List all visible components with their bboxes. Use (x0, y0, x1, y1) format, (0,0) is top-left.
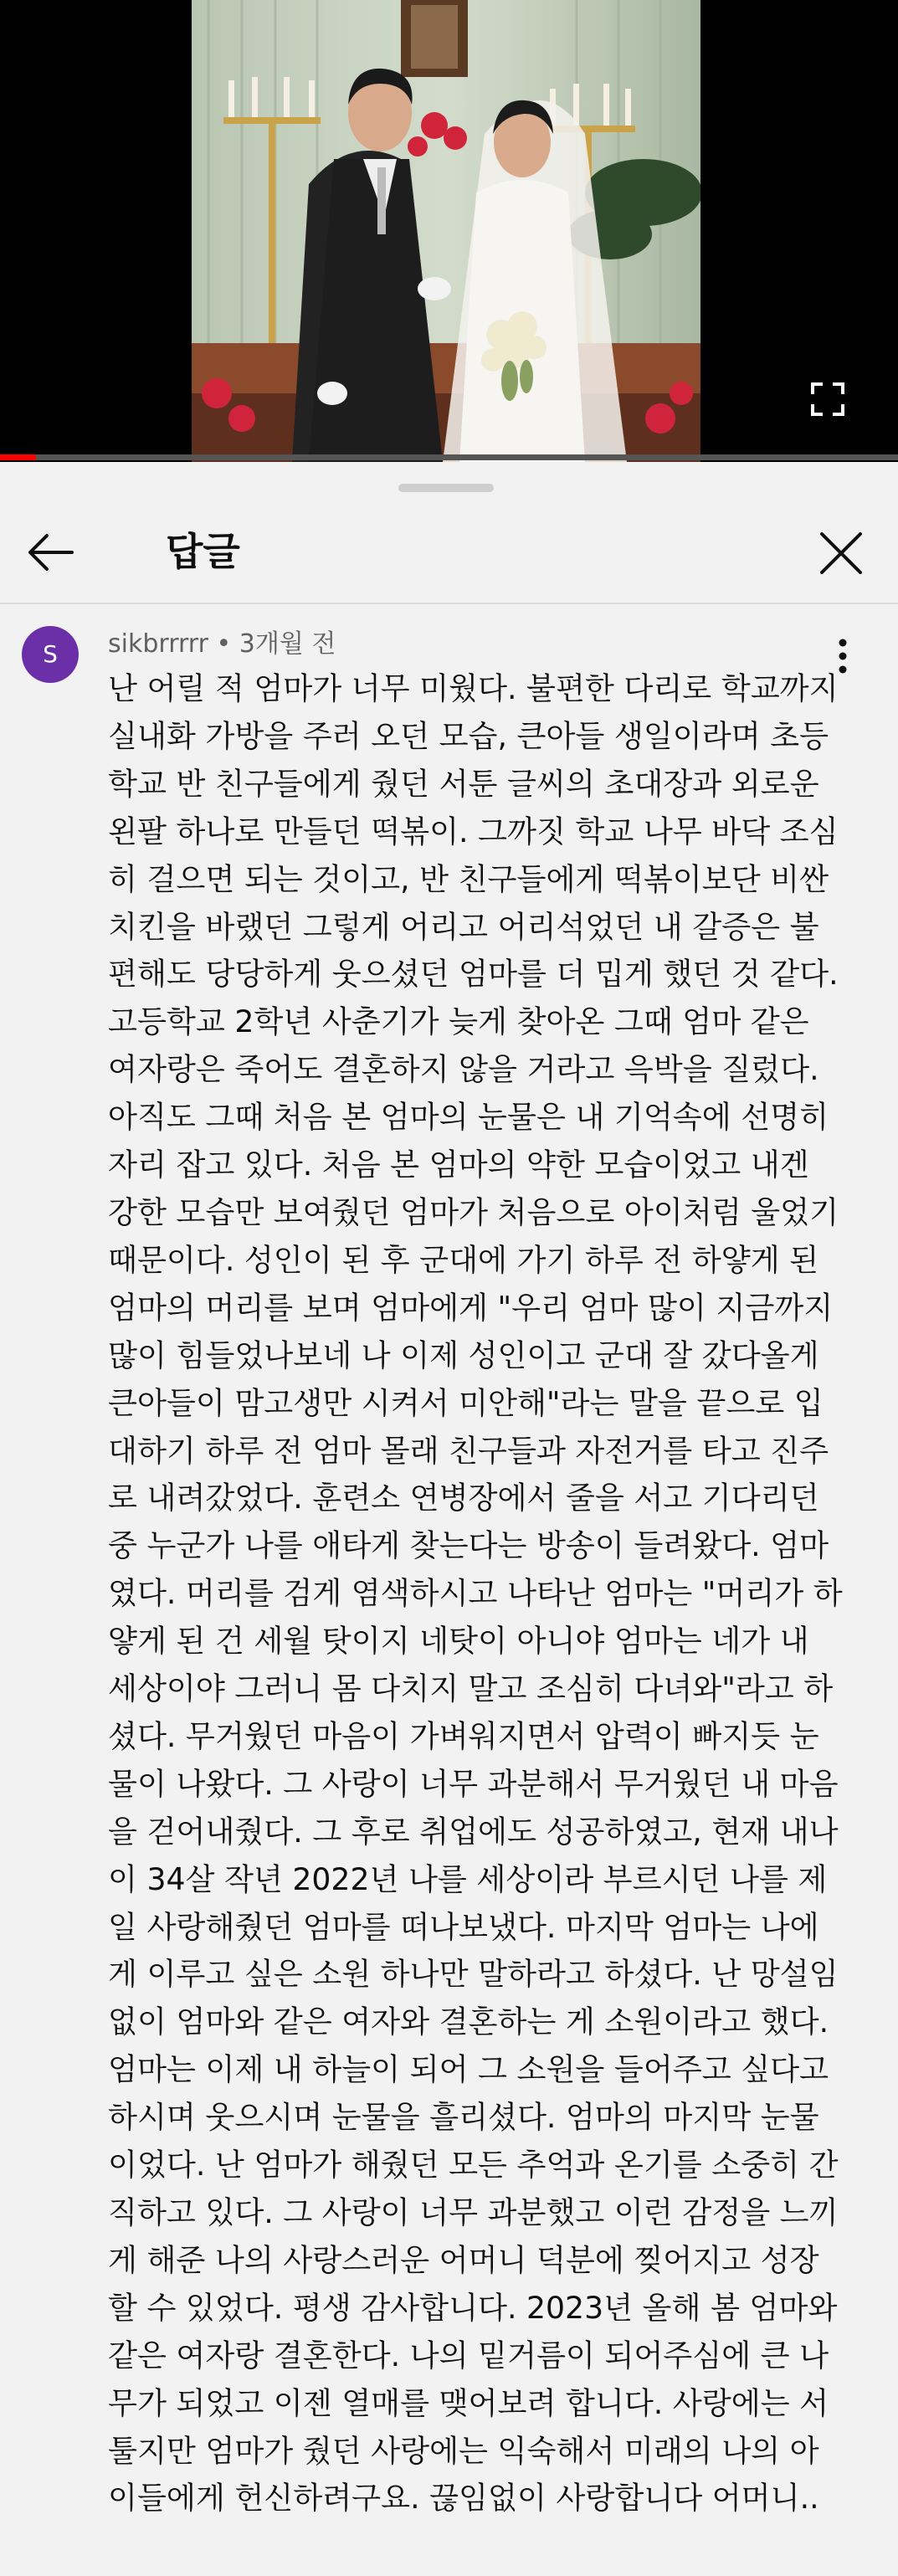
header-divider (0, 603, 898, 604)
video-player[interactable] (0, 0, 898, 462)
close-icon[interactable] (810, 527, 869, 581)
comment-author[interactable]: sikbrrrrr (108, 629, 208, 659)
sheet-header (0, 507, 898, 601)
meta-separator: • (216, 629, 232, 659)
sheet-title: 답글 (166, 529, 240, 574)
comment-time: 3개월 전 (239, 629, 336, 659)
video-frame-wedding-photo (192, 0, 700, 462)
fullscreen-icon[interactable] (809, 381, 846, 418)
comment-meta (108, 626, 336, 663)
video-progress-bar[interactable] (0, 454, 898, 460)
arrow-left-icon[interactable] (22, 527, 80, 577)
replies-sheet (0, 462, 898, 2576)
video-progress-fill (0, 454, 36, 460)
avatar[interactable]: S (22, 626, 79, 683)
sheet-drag-handle[interactable] (398, 484, 494, 492)
comment-text: 난 어릴 적 엄마가 너무 미웠다. 불편한 다리로 학교까지 실내화 가방을 주러 오던 모습, 큰아들 생일이라며 초등 학교 반 친구들에게 줬던 서툰 글씨의 초대장과 외로운 왼팔 하나로 만들던 떡볶이. 그까짓 학교 나무 바닥 조심히 걸으면 되는 것이고, 반 친구들에게 떡볶이보단 비싼 치킨을 바랬던 그렇게 어리고 어리석었던 내 갈증은 불편해도 당당하게 웃으셨던 엄마를 더 밉게 했던 것 같다. 고등학교 2학년 사춘기가 늦게 찾아온 그때 엄마 같은 여자랑은 죽어도 결혼하지 않을 거라고 윽박을 질렀다. 아직도 그때 처음 본 엄마의 눈물은 내 기억속에 선명히 자리 잡고 있다. 처음 본 엄마의 약한 모습이었고 내겐 강한 모습만 보여줬던 엄마가 처음으로 아이처럼 울었기 때문이다. 성인이 된 후 군대에 가기 하루 전 하얗게 된 엄마의 머리를 보며 엄마에게 "우리 엄마 많이 지금까지 많이 힘들었나보네 나 이제 성인이고 군대 잘 갔다올게 큰아들이 맘고생만 시켜서 미안해"라는 말을 끝으로 입대하기 하루 전 엄마 몰래 친구들과 자전거를 타고 진주로 내려갔었다. 훈련소 연병장에서 줄을 서고 기다리던 중 누군가 나를 애타게 찾는다는 방송이 들려왔다. 엄마였다. 머리를 검게 염색하시고 나타난 엄마는 "머리가 하얗게 된 건 세월 탓이지 네탓이 아니야 엄마는 네가 내 세상이야 그러니 몸 다치지 말고 조심히 다녀와"라고 하셨다. 무거웠던 마음이 가벼워지면서 압력이 빠지듯 눈물이 나왔다. 그 사랑이 너무 과분해서 무거웠던 내 마음을 걷어내줬다. 그 후로 취업에도 성공하였고, 현재 내나이 34살 작년 2022년 나를 세상이라 부르시던 나를 제일 사랑해줬던 엄마를 떠나보냈다. 마지막 엄마는 나에게 이루고 싶은 소원 하나만 말하라고 하셨다. 난 망설임 없이 엄마와 같은 여자와 결혼하는 게 소원이라고 했다. 엄마는 이제 내 하늘이 되어 그 소원을 들어주고 싶다고 하시며 웃으시며 눈물을 흘리셨다. 엄마의 마지막 눈물이었다. 난 엄마가 해줬던 모든 추억과 온기를 소중히 간직하고 있다. 그 사랑이 너무 과분했고 이런 감정을 느끼게 해준 나의 사랑스러운 어머니 덕분에 찢어지고 성장할 수 있었다. 평생 감사합니다. 2023년 올해 봄 엄마와 같은 여자랑 결혼한다. 나의 밑거름이 되어주심에 큰 나무가 되었고 이젠 열매를 맺어보려 합니다. 사랑에는 서툴지만 엄마가 줬던 사랑에는 익숙해서 미래의 나의 아이들에게 헌신하려구요. 끊임없이 사랑합니다 어머니.. (108, 670, 843, 2517)
